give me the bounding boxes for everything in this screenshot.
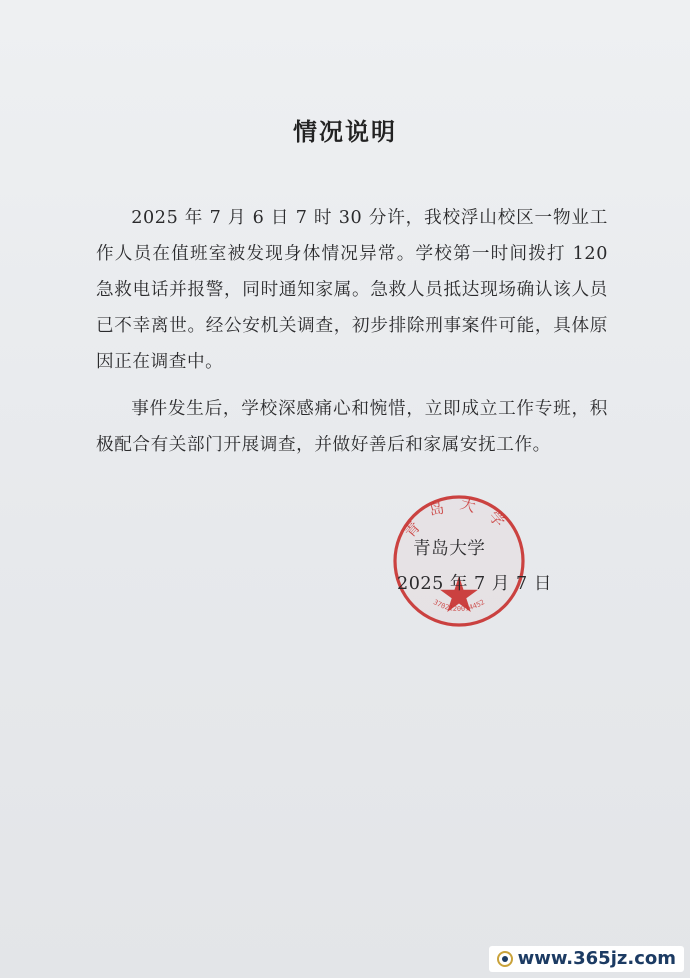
- site-watermark: [489, 946, 684, 972]
- paragraph-incident: 2025 年 7 月 6 日 7 时 30 分许，我校浮山校区一物业工作人员在值班室被发现身体情况异常。学校第一时间拨打 120 急救电话并报警，同时通知家属。急救人员抵达现场确认该人员已不幸离世。经公安机关调查，初步排除刑事案件可能，具体原因正在调查中。: [96, 208, 608, 372]
- seal-code-text: 3702120014452: [431, 598, 487, 614]
- document-title: 情况说明: [293, 117, 397, 146]
- seal-name-text: 青岛大学: [400, 494, 518, 542]
- paragraph-response: 事件发生后，学校深感痛心和惋惜，立即成立工作专班，积极配合有关部门开展调查，并做好善后和家属安抚工作。: [96, 399, 608, 455]
- signature-date: 2025 年 7 月 7 日: [397, 574, 552, 594]
- watermark-logo-icon: [497, 951, 513, 967]
- watermark-text: www.365jz.com: [517, 948, 676, 969]
- official-seal: [390, 492, 528, 630]
- signature-organization: 青岛大学: [413, 539, 486, 559]
